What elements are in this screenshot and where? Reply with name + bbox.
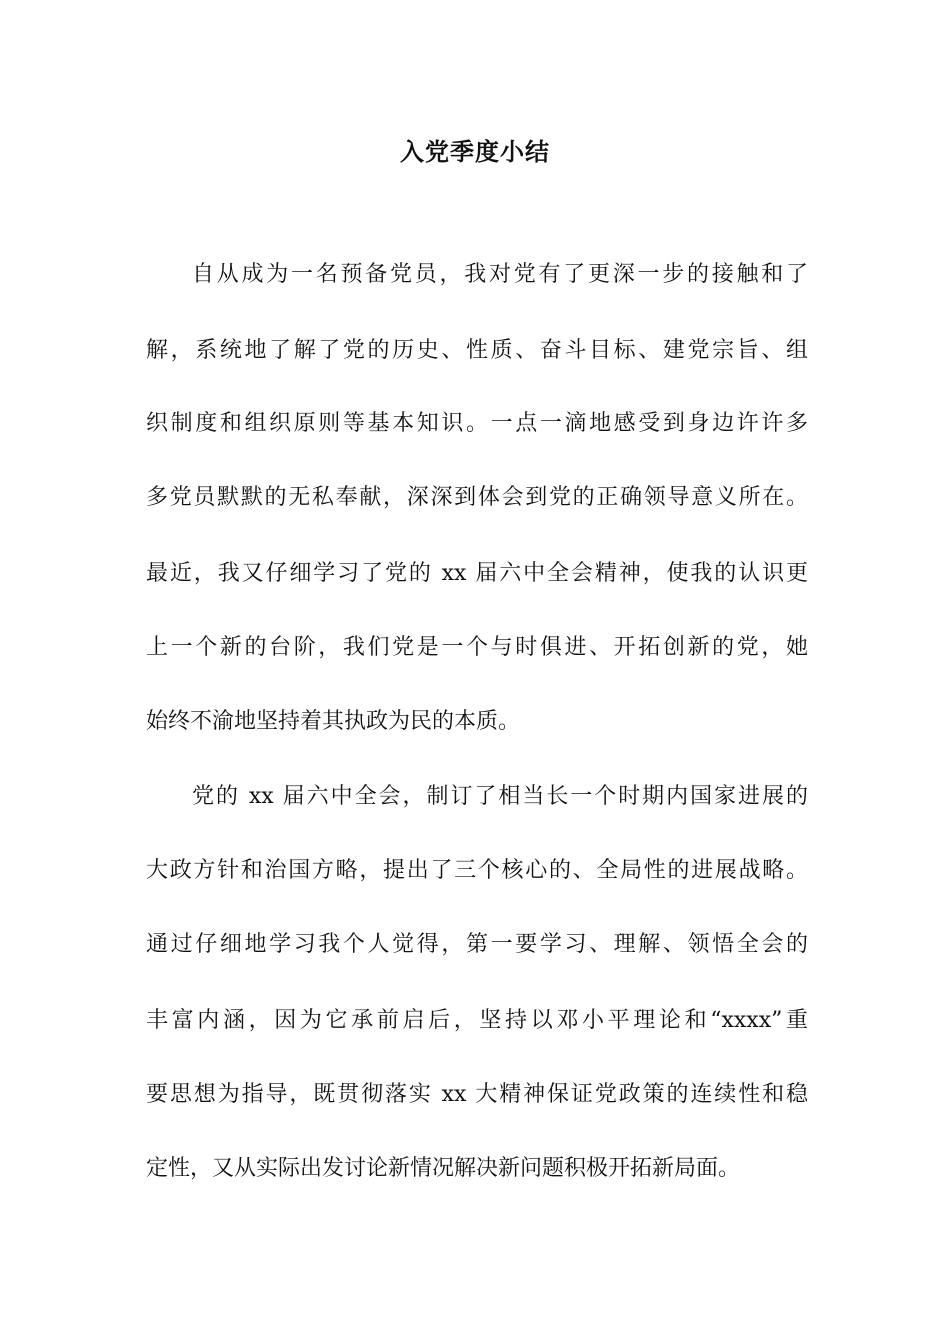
paragraph-line: 自从成为一名预备党员，我对党有了更深一步的接触和了 <box>192 262 808 287</box>
paragraph-line: 多党员默默的无私奉献，深深到体会到党的正确领导意义所在。 <box>146 485 808 510</box>
document-title: 入党季度小结 <box>400 137 550 166</box>
paragraph-line: 织制度和组织原则等基本知识。一点一滴地感受到身边许许多 <box>146 411 808 436</box>
paragraph-line: 大政方针和治国方略，提出了三个核心的、全局性的进展战略。 <box>146 858 808 883</box>
paragraph-line: 上一个新的台阶，我们党是一个与时俱进、开拓创新的党，她 <box>146 635 808 660</box>
paragraph-line: 丰富内涵，因为它承前启后，坚持以邓小平理论和“xxxx”重 <box>146 1008 808 1033</box>
paragraph-line: 解，系统地了解了党的历史、性质、奋斗目标、建党宗旨、组 <box>146 338 808 363</box>
paragraph-line: 最近，我又仔细学习了党的 xx 届六中全会精神，使我的认识更 <box>146 561 808 586</box>
paragraph-line: 通过仔细地学习我个人觉得，第一要学习、理解、领悟全会的 <box>146 932 808 957</box>
paragraph-line: 始终不渝地坚持着其执政为民的本质。 <box>146 709 521 734</box>
paragraph-line: 定性，又从实际出发讨论新情况解决新问题积极开拓新局面。 <box>146 1156 741 1181</box>
paragraph-line: 党的 xx 届六中全会，制订了相当长一个时期内国家进展的 <box>192 784 808 809</box>
paragraph-line: 要思想为指导，既贯彻落实 xx 大精神保证党政策的连续性和稳 <box>146 1082 808 1107</box>
